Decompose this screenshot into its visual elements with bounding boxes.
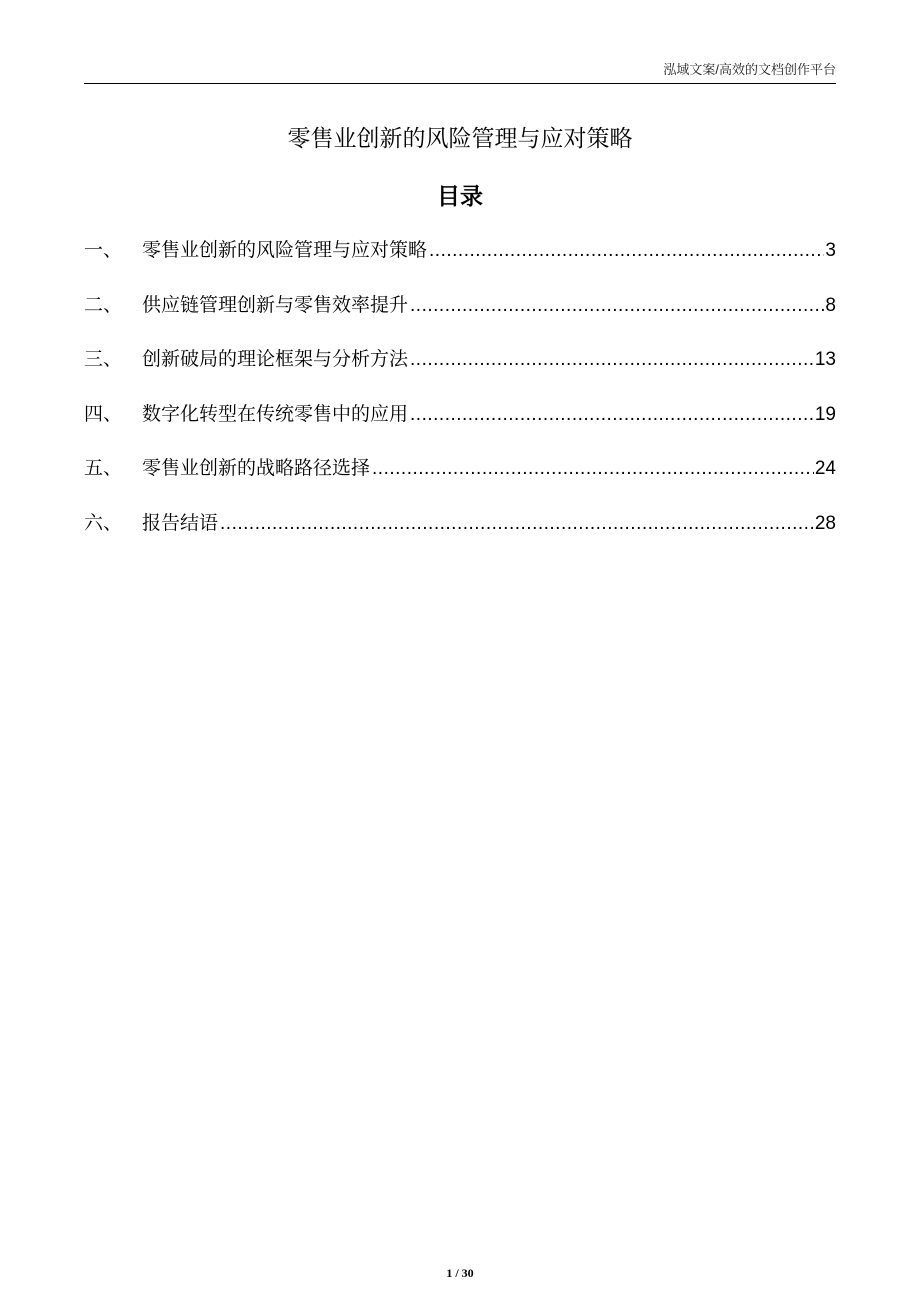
toc-entry[interactable] — [84, 233, 836, 288]
toc-entry-number: 三、 — [84, 349, 123, 370]
toc-dot-leader — [220, 506, 814, 542]
toc-entry-title: 零售业创新的战略路径选择 — [142, 458, 371, 479]
toc-entry-number: 六、 — [84, 512, 123, 534]
toc-entry-title: 供应链管理创新与零售效率提升 — [142, 294, 409, 316]
toc-entry[interactable] — [84, 397, 836, 452]
header-divider — [84, 83, 836, 84]
page-number: 1 / 30 — [446, 1266, 474, 1280]
toc-entry-page: 13 — [814, 349, 836, 370]
toc-dot-leader — [429, 233, 824, 269]
toc-entry-number: 四、 — [84, 403, 123, 425]
toc-heading: 目录 — [437, 183, 483, 209]
toc-entry-number: 一、 — [84, 240, 123, 261]
toc-entry[interactable] — [84, 288, 836, 343]
toc-entry-title: 报告结语 — [142, 512, 219, 534]
page-header-text: 泓域文案/高效的文档创作平台 — [663, 62, 836, 77]
toc-dot-leader — [372, 451, 814, 487]
document-title: 零售业创新的风险管理与应对策略 — [287, 125, 633, 151]
toc-entry-page: 8 — [825, 294, 836, 316]
toc-dot-leader — [410, 288, 824, 324]
toc-entry-title: 创新破局的理论框架与分析方法 — [142, 349, 409, 370]
toc-entry-page: 28 — [814, 512, 836, 534]
toc-entry-number: 二、 — [84, 294, 123, 316]
table-of-contents — [84, 233, 836, 560]
toc-entry[interactable] — [84, 506, 836, 561]
toc-entry-page: 24 — [814, 458, 836, 479]
toc-entry[interactable] — [84, 342, 836, 397]
toc-entry-title: 零售业创新的风险管理与应对策略 — [142, 240, 428, 261]
toc-entry-page: 19 — [814, 403, 836, 425]
toc-entry[interactable] — [84, 451, 836, 506]
toc-entry-title: 数字化转型在传统零售中的应用 — [142, 403, 409, 425]
toc-entry-page: 3 — [825, 240, 836, 261]
toc-entry-number: 五、 — [84, 458, 123, 479]
toc-dot-leader — [410, 342, 814, 378]
toc-dot-leader — [410, 397, 814, 433]
